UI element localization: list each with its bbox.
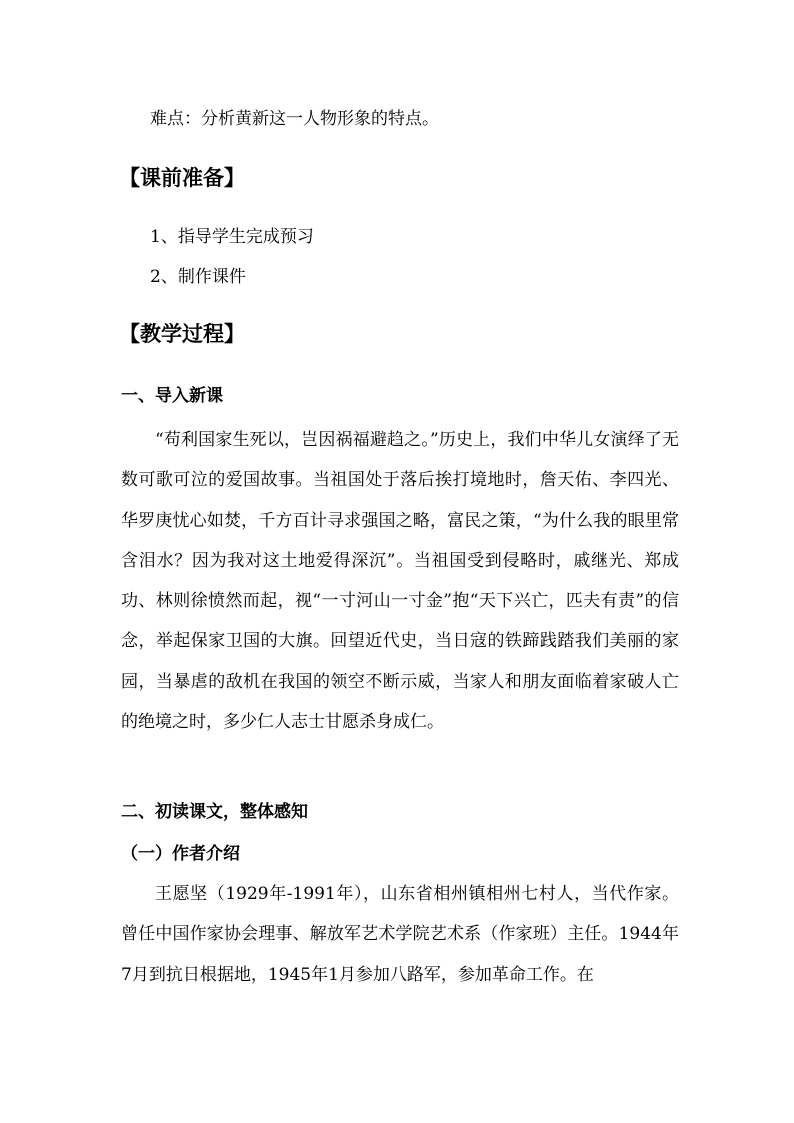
difficulty-text: 难点：分析黄新这一人物形象的特点。 <box>150 109 439 129</box>
preparation-item-1: 1、指导学生完成预习 <box>150 227 314 247</box>
author-paragraph: 王愿坚（1929年-1991年），山东省相州镇相州七村人，当代作家。曾任中国作家协会理事、解放军艺术学院艺术系（作家班）主任。1944年7月到抗日根据地，1945年1月参加八路军，参加革命工作。在 <box>121 884 679 985</box>
section2-title: 二、初读课文，整体感知 <box>121 802 308 822</box>
subsection-author-title: （一）作者介绍 <box>121 844 240 864</box>
section1-title: 一、导入新课 <box>121 386 223 406</box>
process-heading: 【教学过程】 <box>119 321 245 346</box>
preparation-item-2: 2、制作课件 <box>150 267 246 287</box>
section1-paragraph: “苟利国家生死以，岂因祸福避趋之。”历史上，我们中华儿女演绎了无数可歌可泣的爱国故事。当祖国处于落后挨打境地时，詹天佑、李四光、华罗庚忧心如焚，千方百计寻求强国之略，富民之策，“为什么我的眼里常含泪水？因为我对这土地爱得深沉”。当祖国受到侵略时，戚继光、郑成功、林则徐愤然而起，视“一寸河山一寸金”抱“天下兴亡，匹夫有责”的信念，举起保家卫国的大旗。回望近代史，当日寇的铁蹄践踏我们美丽的家园，当暴虐的敌机在我国的领空不断示威，当家人和朋友面临着家破人亡的绝境之时，多少仁人志士甘愿杀身成仁。 <box>121 430 679 733</box>
preparation-heading: 【课前准备】 <box>119 165 245 190</box>
